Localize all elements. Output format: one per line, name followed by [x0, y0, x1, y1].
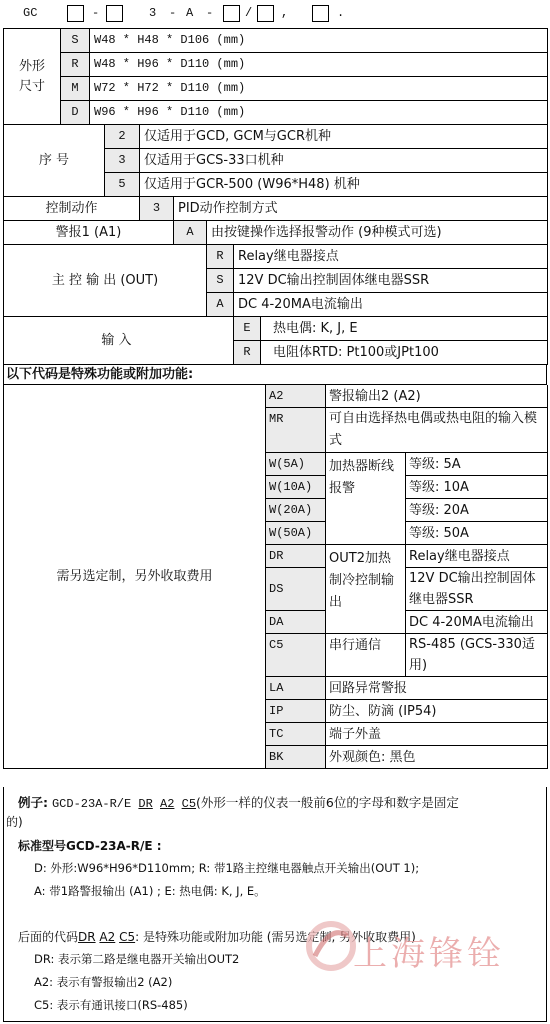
special-code: BK — [266, 746, 326, 769]
serial-desc: 仅适用于GCD, GCM与GCR机种 — [140, 125, 548, 149]
table-row — [4, 29, 548, 53]
heater-code: W(50A) — [266, 522, 326, 545]
note-dr: DR: 表示第二路是继电器开关输出OUT2 — [34, 952, 240, 966]
special-desc: 外观颜色: 黑色 — [326, 746, 548, 769]
dimension-code: R — [61, 53, 90, 77]
output-desc: Relay继电器接点 — [234, 245, 548, 269]
special-table — [3, 385, 548, 769]
special-code: MR — [266, 408, 326, 453]
code-box-2 — [106, 5, 123, 22]
special-desc: 可自由选择热电偶或热电阻的输入模式 — [326, 408, 548, 453]
table-row — [4, 101, 548, 125]
serial-code: 5 — [105, 173, 140, 197]
serial-desc: 仅适用于GCR-500 (W96*H48) 机种 — [140, 173, 548, 197]
code-prefix: GC — [23, 6, 38, 20]
control-code: 3 — [140, 197, 174, 221]
table-row — [4, 77, 548, 101]
model-code-line — [3, 0, 547, 28]
serial-code: 2 — [105, 125, 140, 149]
table-row — [4, 385, 548, 408]
output-code: A — [207, 293, 234, 317]
code-box-1 — [67, 5, 84, 22]
input-label-text: 输 入 — [101, 333, 132, 348]
example-label: 例子: — [18, 795, 48, 810]
later-prefix: 后面的代码 — [18, 930, 79, 944]
dimension-code: D — [61, 101, 90, 125]
dimension-desc: W96 * H96 * D110 (mm) — [90, 101, 548, 125]
input-cell — [234, 317, 548, 341]
control-label: 控制动作 — [4, 197, 140, 221]
watermark-text: 上海锋铨 — [353, 934, 505, 974]
table-row — [4, 53, 548, 77]
table-row — [4, 221, 548, 245]
main-output-label: 主 控 输 出 (OUT) — [4, 245, 207, 317]
dimension-code: M — [61, 77, 90, 101]
dimension-desc: W72 * H72 * D110 (mm) — [90, 77, 548, 101]
special-header: 以下代码是特殊功能或附加功能: — [3, 365, 547, 385]
example-code: GCD-23A-R/E DR A2 C5 — [51, 797, 197, 811]
later-text: : 是特殊功能或附加功能 (需另选定制, 另外收取费用) — [135, 930, 416, 944]
output-desc: DC 4-20MA电流输出 — [234, 293, 548, 317]
output-code: R — [207, 245, 234, 269]
special-desc: 回路异常警报 — [326, 677, 548, 700]
input-desc: 电阻体RTD: Pt100或JPt100 — [273, 345, 439, 360]
code-dr: DR — [138, 797, 153, 811]
code-comma: , — [281, 6, 289, 20]
code-dot: . — [337, 6, 345, 20]
spec-table — [3, 28, 548, 365]
table-row — [4, 125, 548, 149]
code-box-5 — [312, 5, 329, 22]
special-code: A2 — [266, 385, 326, 408]
serial-label: 序 号 — [4, 125, 105, 197]
dimension-code: S — [61, 29, 90, 53]
input-cell — [234, 341, 548, 365]
serial-desc: 仅适用于GCS-33口机种 — [140, 149, 548, 173]
note-c5: C5: 表示有通讯接口(RS-485) — [34, 998, 188, 1012]
c5-group: 串行通信 — [326, 634, 406, 677]
out2-desc: Relay继电器接点 — [406, 545, 548, 568]
dimension-desc: W48 * H96 * D110 (mm) — [90, 53, 548, 77]
c5-code: C5 — [266, 634, 326, 677]
watermark-logo — [301, 916, 541, 976]
code-seg-3: 3 — [149, 6, 157, 20]
later-a2: A2 — [99, 930, 116, 944]
special-code: LA — [266, 677, 326, 700]
example-text: (外形一样的仪表一般前6位的字母和数字是固定 — [196, 795, 459, 810]
heater-group: 加热器断线报警 — [326, 453, 406, 545]
output-desc: 12V DC输出控制固体继电器SSR — [234, 269, 548, 293]
later-c5: C5 — [119, 930, 136, 944]
c5-desc: RS-485 (GCS-330适用) — [406, 634, 548, 677]
heater-desc: 等级: 20A — [406, 499, 548, 522]
standard-line-d: D: 外形:W96*H96*D110mm; R: 带1路主控继电器触点开关输出(OUT 1); — [34, 861, 420, 875]
heater-desc: 等级: 50A — [406, 522, 548, 545]
heater-code: W(10A) — [266, 476, 326, 499]
alarm1-desc: 由按键操作选择报警动作 (9种模式可选) — [207, 221, 548, 245]
dimension-desc: W48 * H48 * D106 (mm) — [90, 29, 548, 53]
serial-code: 3 — [105, 149, 140, 173]
special-code: TC — [266, 723, 326, 746]
alarm1-label: 警报1 (A1) — [4, 221, 174, 245]
special-desc: 端子外盖 — [326, 723, 548, 746]
code-box-4 — [257, 5, 274, 22]
example-line — [18, 793, 459, 811]
code-dash: - — [92, 6, 100, 20]
alarm1-code: A — [174, 221, 207, 245]
table-row — [4, 197, 548, 221]
input-desc: 热电偶: K, J, E — [273, 321, 358, 336]
standard-line-a: A: 带1路警报输出 (A1) ; E: 热电偶: K, J, E。 — [34, 884, 266, 898]
table-row — [4, 317, 548, 341]
special-desc: 警报输出2 (A2) — [326, 385, 548, 408]
out2-group: OUT2加热制冷控制输出 — [326, 545, 406, 634]
later-dr: DR — [78, 930, 96, 944]
special-code: IP — [266, 700, 326, 723]
out2-desc: DC 4-20MA电流输出 — [406, 611, 548, 634]
output-code: S — [207, 269, 234, 293]
code-dash: - — [169, 6, 177, 20]
out2-code: DS — [266, 568, 326, 611]
heater-desc: 等级: 5A — [406, 453, 548, 476]
code-seg-a: A — [186, 6, 194, 20]
spec-sheet — [3, 0, 547, 1022]
special-label: 需另选定制，另外收取费用 — [4, 385, 266, 769]
input-code: E — [234, 317, 262, 340]
heater-desc: 等级: 10A — [406, 476, 548, 499]
table-row — [4, 245, 548, 269]
input-code: R — [234, 341, 262, 364]
heater-code: W(20A) — [266, 499, 326, 522]
out2-code: DR — [266, 545, 326, 568]
code-dash: - — [206, 6, 214, 20]
code-slash: / — [245, 6, 253, 20]
control-desc: PID动作控制方式 — [174, 197, 548, 221]
code-a2: A2 — [160, 797, 175, 811]
input-label — [4, 317, 234, 365]
out2-desc: 12V DC输出控制固体继电器SSR — [406, 568, 548, 611]
note-a2: A2: 表示有警报输出2 (A2) — [34, 975, 173, 989]
example-text-2: 的) — [6, 815, 23, 829]
standard-label: 标准型号GCD-23A-R/E : — [18, 839, 162, 853]
special-desc: 防尘、防滴 (IP54) — [326, 700, 548, 723]
heater-code: W(5A) — [266, 453, 326, 476]
code-c5: C5 — [181, 797, 197, 811]
dimension-label: 外形尺寸 — [4, 29, 61, 125]
code-box-3 — [223, 5, 240, 22]
out2-code: DA — [266, 611, 326, 634]
notes-section — [3, 787, 547, 1022]
